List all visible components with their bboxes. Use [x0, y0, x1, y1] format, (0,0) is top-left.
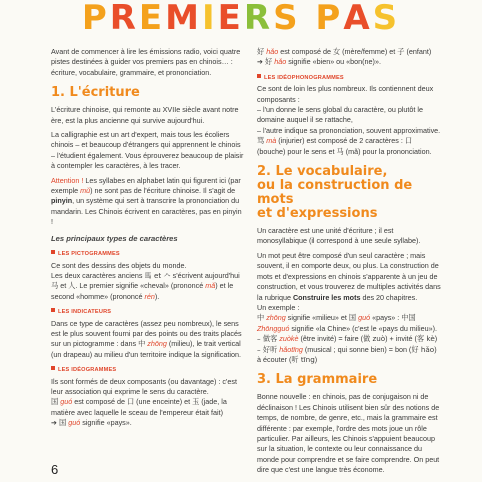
ideopho-paragraph: Ce sont de loin les plus nombreux. Ils contiennent deux composants : – l'un donne le sens global du caractère, ou plutôt le domaine auquel il se rattache, – l'autre indique sa prononciation, souvent approximative. 骂 mà (injurier) est composé de 2 caractères : 口 (bouche) pour le sens et 马 (mǎ) pour la prononciation. [257, 84, 441, 156]
hao-paragraph: 好 hǎo est composé de 女 (mère/femme) et 子 (enfant) ➔ 好 hǎo signifie «bien» ou «bon(ne)». [257, 47, 432, 67]
square-bullet-icon [257, 74, 261, 78]
intro-paragraph: Avant de commencer à lire les émissions radio, voici quatre pistes destinées à guider vos premiers pas en chinois… : écriture, vocabulaire, grammaire, et prononciation. [51, 47, 241, 77]
heading-pictogrammes: LES PICTOGRAMMES [51, 249, 244, 259]
title-letter: S [372, 0, 401, 38]
title-letter: R [109, 0, 139, 38]
heading-ideophonogrammes: LES IDÉOPHONOGRAMMES [257, 73, 442, 83]
square-bullet-icon [51, 250, 55, 254]
ideo-paragraph: Ils sont formés de deux composants (ou davantage) : c'est leur association qui exprime le sens du caractère. 国 guó est composé de 口 (une enceinte) et 玉 (jade, la matière avec laquelle le sceau de l'empereur était fait) ➔ 国 guó signifie «pays». [51, 376, 237, 428]
right-column [257, 47, 442, 480]
page-title [0, 0, 482, 42]
square-bullet-icon [51, 308, 55, 312]
title-letter [301, 0, 316, 42]
grammar-paragraph: Bonne nouvelle : en chinois, pas de conjugaison ni de déclinaison ! Les Chinois utilisent bien sûr des notions de temps, de nombre, de genre, etc., mais la grammaire est différente : par exemple, l'ordre des mots joue un rôle particulier. Par ailleurs, les Chinois s'appuient beaucoup sur la situation, le contexte ou leur connaissance du monde pour comprendre et se faire comprendre. On peut dire que c'est une langue très économe. [257, 392, 440, 475]
attention-paragraph: Attention ! Les syllabes en alphabet latin qui figurent ici (par exemple mǔ) ne sont pas de l'écriture chinoise. Il s'agit de pinyin, un système qui sert à transcrire la prononciation du mandarin. Les Chinois écrivent en caractères, pas en pinyin ! [51, 175, 242, 227]
title-letter: R [243, 0, 274, 38]
square-bullet-icon [51, 366, 55, 370]
title-letter: S [273, 0, 301, 38]
title-letter: E [217, 0, 244, 38]
title-letter: E [138, 0, 166, 38]
heading-indicateurs: LES INDICATEURS [51, 307, 244, 317]
heading-ecriture: 1. L'écriture [51, 85, 140, 101]
title-letter: P [81, 0, 110, 38]
title-letter: A [343, 0, 373, 38]
page-number: 6 [51, 462, 59, 477]
vocab-paragraph-2: Un mot peut être composé d'un seul caractère ; mais souvent, il en comporte deux, ou plus. La construction de mots et d'expressions en chinois s'apparente à un jeu de construction, et vous trouverez de multiples activités dans la rubrique Construire les mots des 20 chapitres. Un exemple : 中 zhōng signifie «milieu» et 国 guó «pays» : 中国 Zhōngguó signifie «la Chine» (c'est le «pays du milieu»). – 做客 zuòkè (être invité) = faire (做 zuò) + invité (客 kè) – 好听 hǎotīng (musical ; qui sonne bien) = bon (好 hǎo) à écouter (听 tīng) [257, 250, 441, 364]
heading-grammaire: 3. La grammaire [257, 372, 378, 388]
heading-types: Les principaux types de caractères [51, 233, 178, 243]
title-letter: M [165, 0, 202, 38]
heading-vocabulaire: 2. Le vocabulaire, ou la construction de mots et d'expressions [257, 164, 413, 222]
vocab-paragraph-1: Un caractère est une unité d'écriture ; il est monosyllabique (il correspond à une seule syllabe). [257, 226, 421, 246]
title-letter: P [315, 0, 344, 38]
arrow-right-icon: ➔ [51, 418, 60, 428]
heading-ideogrammes: LES IDÉOGRAMMES [51, 365, 244, 375]
ecriture-paragraph-2: La calligraphie est un art d'expert, mais tous les écoliers chinois – et beaucoup d'étrangers qui apprennent le chinois – l'étudient également. Vous éprouverez beaucoup de plaisir à contempler les caractères, à les tracer. [51, 130, 244, 171]
arrow-right-icon: ➔ [257, 57, 266, 67]
indic-paragraph: Dans ce type de caractères (assez peu nombreux), le sens est le plus souvent fourni par des points ou des traits placés sur un pictogramme : dans 中 zhōng (milieu), le trait vertical (un drapeau) au milieu d'un territoire indique la signification. [51, 318, 242, 359]
picto-paragraph: Ce sont des dessins des objets du monde. Les deux caractères anciens 𩡧 et 𠆢 s'écrivent aujourd'hui 马 et 人. Le premier signifie «cheval» (prononcé mǎ) et le second «homme» (prononcé rén). [51, 260, 240, 301]
left-column [51, 47, 244, 433]
title-letter: I [202, 0, 218, 38]
ecriture-paragraph-1: L'écriture chinoise, qui remonte au XVIIe siècle avant notre ère, est la plus ancienne qui survive aujourd'hui. [51, 105, 239, 125]
